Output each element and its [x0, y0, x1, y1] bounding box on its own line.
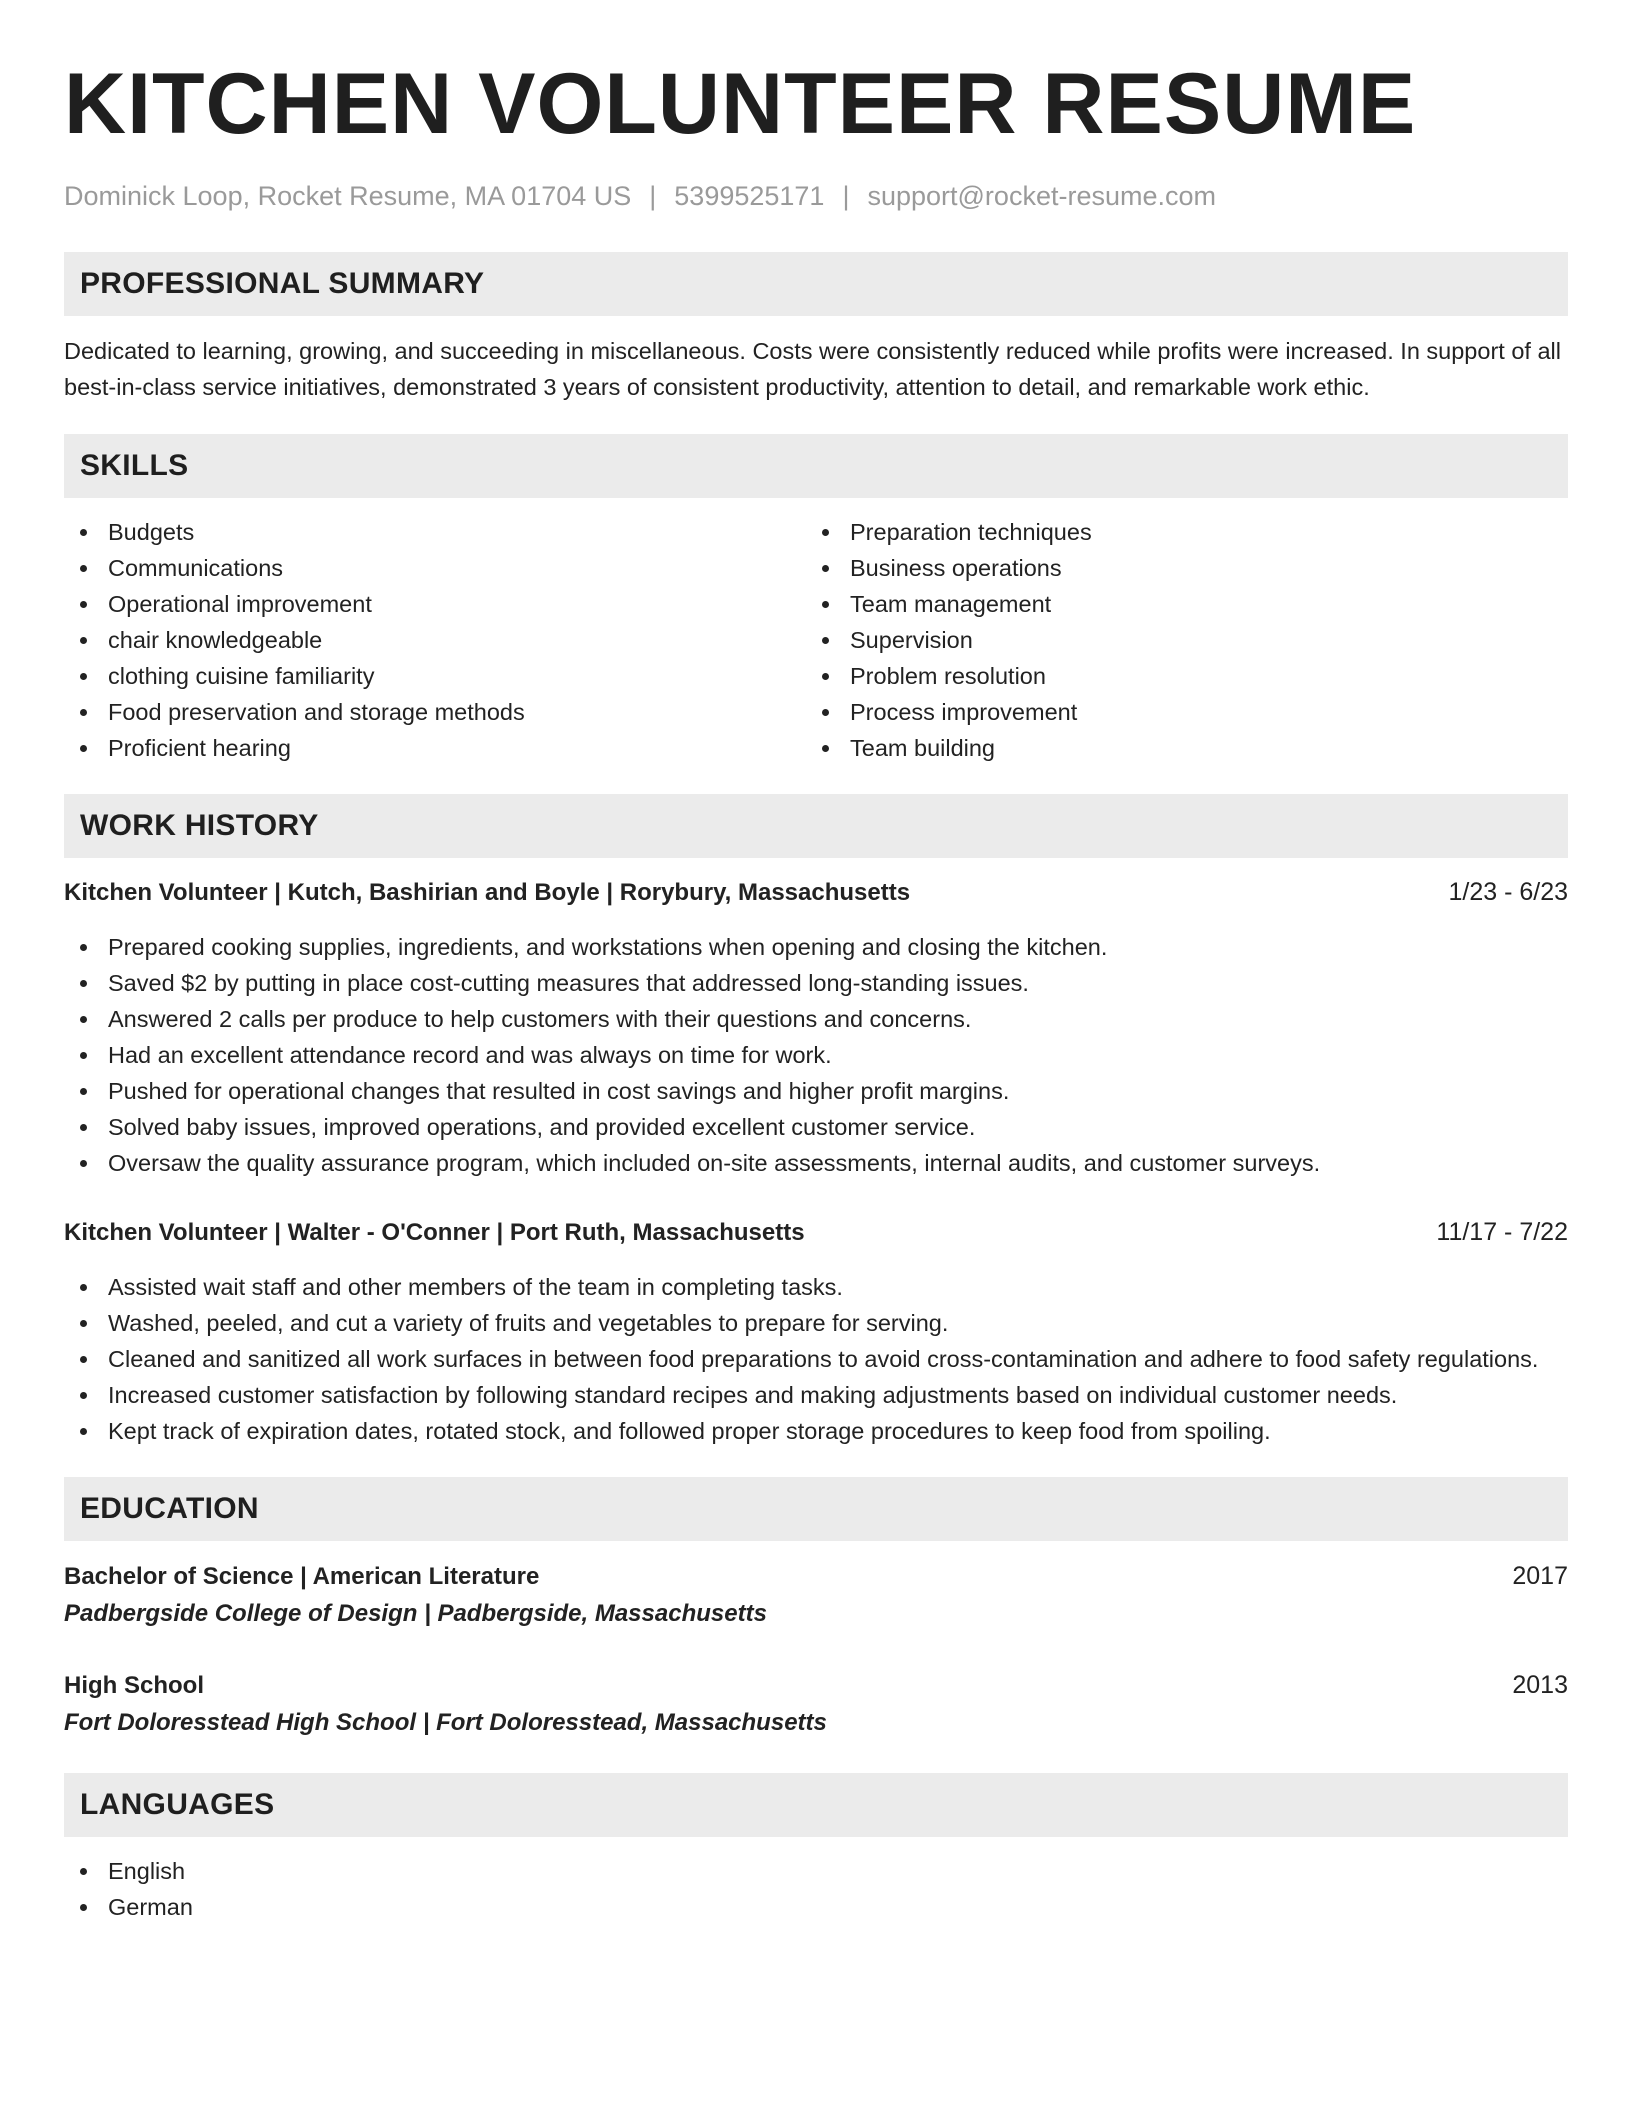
- job-header: [64, 874, 1568, 911]
- resume-title: KITCHEN VOLUNTEER RESUME: [64, 56, 1417, 152]
- section-heading-education: EDUCATION: [64, 1477, 1568, 1541]
- education-school: Padbergside College of Design | Padbergside, Massachusetts: [64, 1600, 767, 1627]
- job-bullet: Had an excellent attendance record and was always on time for work.: [64, 1037, 1568, 1073]
- skill-item: Budgets: [64, 514, 806, 550]
- job-bullet: Solved baby issues, improved operations, and provided excellent customer service.: [64, 1109, 1568, 1145]
- skills-grid: [64, 514, 1568, 766]
- job-dates: 11/17 - 7/22: [1436, 1218, 1568, 1246]
- section-heading-skills: SKILLS: [64, 434, 1568, 498]
- job-bullet: Kept track of expiration dates, rotated stock, and followed proper storage procedures to keep food from spoiling.: [64, 1413, 1568, 1449]
- skill-item: Preparation techniques: [806, 514, 1548, 550]
- education-year: 2013: [1512, 1671, 1568, 1699]
- languages-list: [64, 1853, 1568, 1925]
- skill-item: Process improvement: [806, 694, 1548, 730]
- job-dates: 1/23 - 6/23: [1448, 878, 1568, 906]
- job-bullet: Cleaned and sanitized all work surfaces in between food preparations to avoid cross-contamination and adhere to food safety regulations.: [64, 1341, 1568, 1377]
- skill-item: Supervision: [806, 622, 1548, 658]
- skills-column-right: [806, 514, 1548, 766]
- skill-item: Business operations: [806, 550, 1548, 586]
- skills-column-left: [64, 514, 806, 766]
- contact-email: support@rocket-resume.com: [867, 181, 1216, 211]
- contact-separator: |: [649, 181, 657, 211]
- contact-address: Dominick Loop, Rocket Resume, MA 01704 US: [64, 181, 632, 211]
- education-entry: [64, 1667, 1568, 1742]
- education-entry: [64, 1558, 1568, 1633]
- language-item: English: [64, 1853, 1568, 1889]
- skill-item: clothing cuisine familiarity: [64, 658, 806, 694]
- education-school: Fort Doloresstead High School | Fort Doloresstead, Massachusetts: [64, 1709, 827, 1736]
- job-bullets: [64, 1269, 1568, 1449]
- section-heading-summary: PROFESSIONAL SUMMARY: [64, 252, 1568, 316]
- skill-item: chair knowledgeable: [64, 622, 806, 658]
- job-bullet: Answered 2 calls per produce to help customers with their questions and concerns.: [64, 1001, 1568, 1037]
- contact-line: [64, 180, 1568, 212]
- education-header: [64, 1558, 1568, 1595]
- skill-item: Communications: [64, 550, 806, 586]
- job-bullet: Assisted wait staff and other members of the team in completing tasks.: [64, 1269, 1568, 1305]
- education-degree: Bachelor of Science | American Literature: [64, 1563, 540, 1590]
- section-heading-languages: LANGUAGES: [64, 1773, 1568, 1837]
- skill-item: Operational improvement: [64, 586, 806, 622]
- education-year: 2017: [1512, 1562, 1568, 1590]
- contact-phone: 5399525171: [674, 181, 825, 211]
- education-header: [64, 1667, 1568, 1704]
- job-bullet: Oversaw the quality assurance program, which included on-site assessments, internal audits, and customer surveys.: [64, 1145, 1568, 1181]
- job-title: Kitchen Volunteer | Kutch, Bashirian and Boyle | Rorybury, Massachusetts: [64, 879, 911, 906]
- section-heading-work-history: WORK HISTORY: [64, 794, 1568, 858]
- resume-page: [64, 54, 1568, 1925]
- job-bullet: Prepared cooking supplies, ingredients, and workstations when opening and closing the kitchen.: [64, 929, 1568, 965]
- education-degree: High School: [64, 1672, 204, 1699]
- skill-item: Problem resolution: [806, 658, 1548, 694]
- job-bullets: [64, 929, 1568, 1181]
- job-header: [64, 1214, 1568, 1251]
- contact-separator: |: [842, 181, 850, 211]
- skill-item: Team building: [806, 730, 1548, 766]
- job-entry: [64, 1214, 1568, 1449]
- job-bullet: Saved $2 by putting in place cost-cutting measures that addressed long-standing issues.: [64, 965, 1568, 1001]
- job-bullet: Washed, peeled, and cut a variety of fruits and vegetables to prepare for serving.: [64, 1305, 1568, 1341]
- skill-item: Proficient hearing: [64, 730, 806, 766]
- job-entry: [64, 874, 1568, 1181]
- job-bullet: Increased customer satisfaction by following standard recipes and making adjustments based on individual customer needs.: [64, 1377, 1568, 1413]
- job-title: Kitchen Volunteer | Walter - O'Conner | Port Ruth, Massachusetts: [64, 1219, 805, 1246]
- skill-item: Team management: [806, 586, 1548, 622]
- summary-text: Dedicated to learning, growing, and succeeding in miscellaneous. Costs were consistently reduced while profits were increased. In support of all best-in-class service initiatives, demonstrated 3 years of consistent productivity, attention to detail, and remarkable work ethic.: [64, 338, 1561, 400]
- language-item: German: [64, 1889, 1568, 1925]
- skill-item: Food preservation and storage methods: [64, 694, 806, 730]
- job-bullet: Pushed for operational changes that resulted in cost savings and higher profit margins.: [64, 1073, 1568, 1109]
